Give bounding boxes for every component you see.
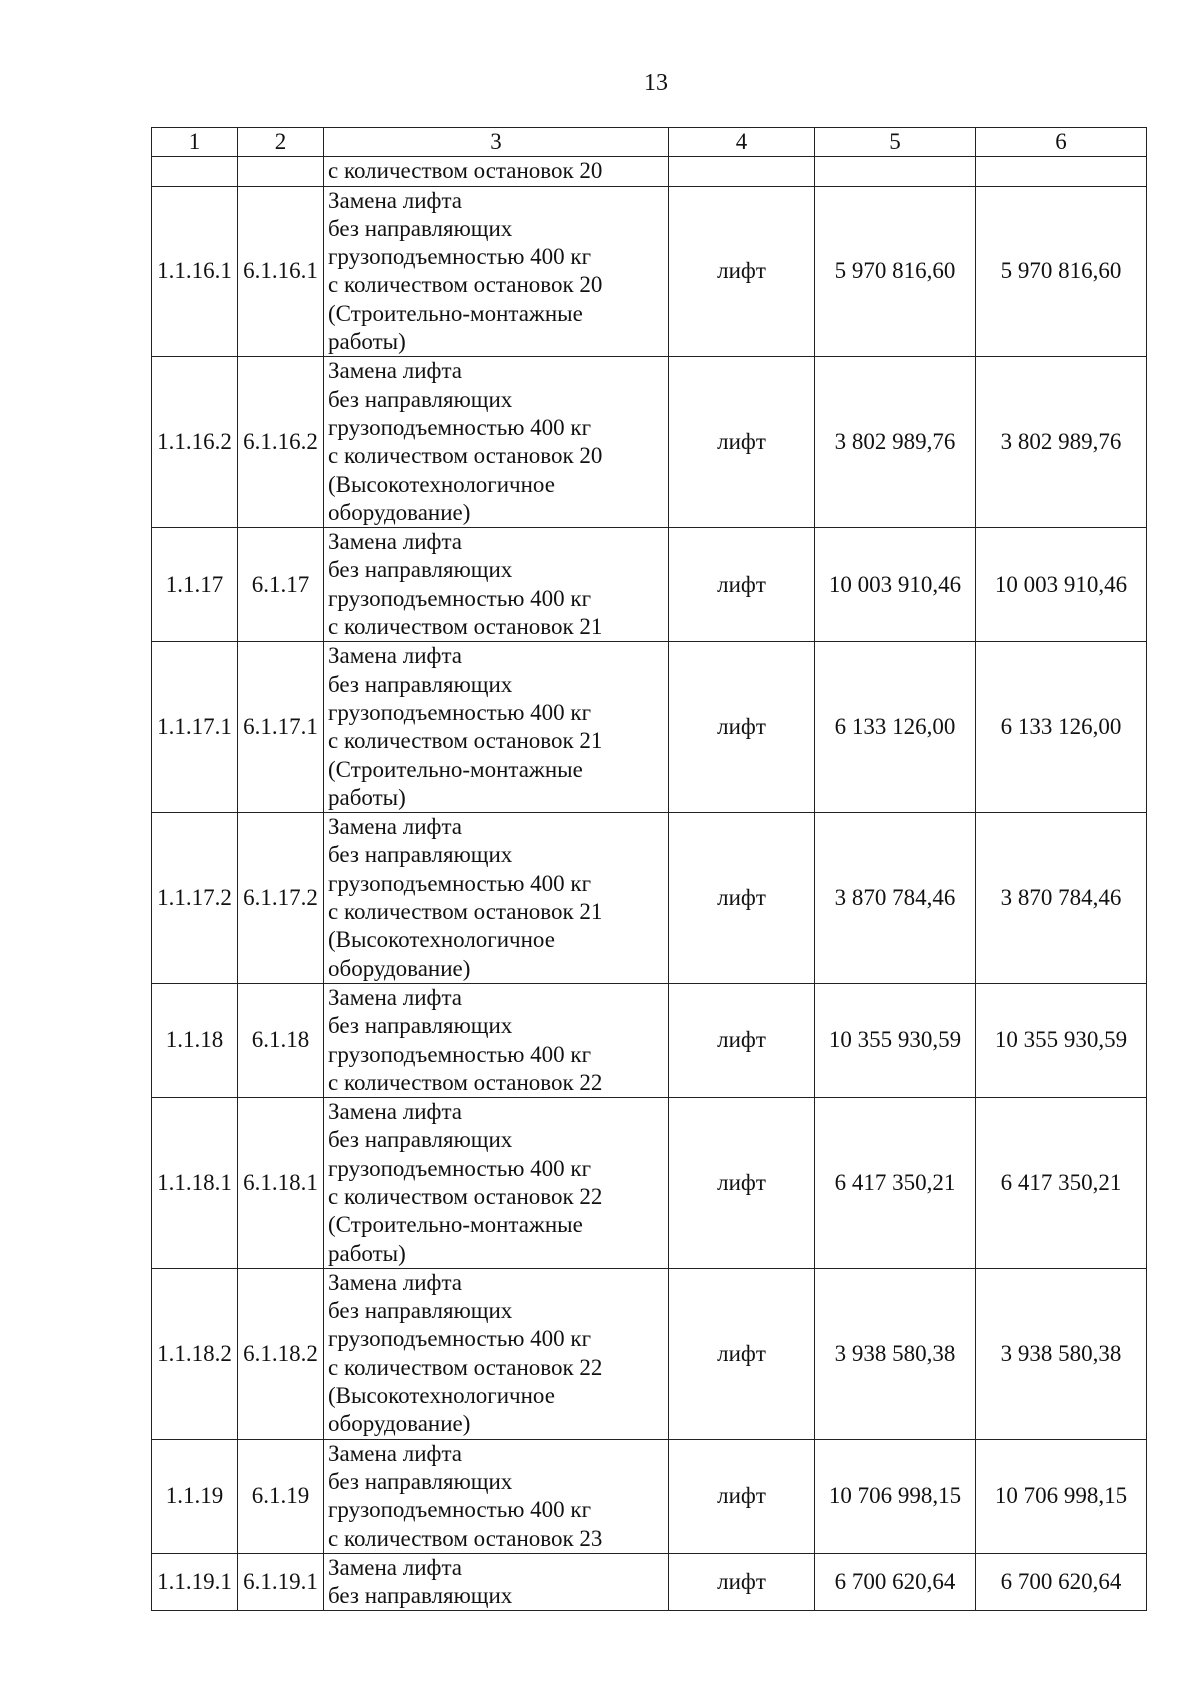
description-line: грузоподъемностью 400 кг (328, 1326, 592, 1352)
unit-cell: лифт (669, 1268, 815, 1439)
code-cell: 6.1.17 (238, 528, 324, 642)
description-line: оборудование) (328, 499, 471, 525)
table-row (152, 528, 1147, 642)
cost-cell: 3 802 989,76 (815, 357, 976, 528)
description-line: с количеством остановок 20 (328, 443, 603, 469)
description-cell: с количеством остановок 20 (324, 157, 669, 186)
cost-cell: 6 417 350,21 (815, 1098, 976, 1269)
total-cost-cell (976, 157, 1147, 186)
description-line: грузоподъемностью 400 кг (328, 870, 592, 896)
total-cost-cell: 6 700 620,64 (976, 1553, 1147, 1611)
description-line: работы) (328, 784, 406, 810)
table-row (152, 186, 1147, 357)
total-cost-cell: 6 133 126,00 (976, 642, 1147, 813)
unit-cell: лифт (669, 1098, 815, 1269)
cost-cell: 10 706 998,15 (815, 1439, 976, 1553)
item-number-cell: 1.1.17 (152, 528, 238, 642)
unit-cell: лифт (669, 528, 815, 642)
total-cost-cell: 3 870 784,46 (976, 813, 1147, 984)
header-cell: 1 (152, 128, 238, 157)
table-row (152, 357, 1147, 528)
description-line: без направляющих (328, 1583, 513, 1609)
header-cell: 5 (815, 128, 976, 157)
description-line: Замена лифта (328, 187, 462, 213)
description-line: грузоподъемностью 400 кг (328, 699, 592, 725)
total-cost-cell: 3 938 580,38 (976, 1268, 1147, 1439)
description-cell (324, 1098, 669, 1269)
header-cell: 4 (669, 128, 815, 157)
code-cell: 6.1.18.2 (238, 1268, 324, 1439)
description-cell (324, 1553, 669, 1611)
header-cell: 2 (238, 128, 324, 157)
item-number-cell: 1.1.18.2 (152, 1268, 238, 1439)
description-line: без направляющих (328, 215, 513, 241)
description-cell (324, 357, 669, 528)
description-line: с количеством остановок 22 (328, 1183, 603, 1209)
description-cell (324, 983, 669, 1097)
description-line: с количеством остановок 23 (328, 1525, 603, 1551)
cost-cell: 6 133 126,00 (815, 642, 976, 813)
code-cell: 6.1.18.1 (238, 1098, 324, 1269)
description-line: с количеством остановок 21 (328, 899, 603, 925)
total-cost-cell: 6 417 350,21 (976, 1098, 1147, 1269)
header-cell: 3 (324, 128, 669, 157)
cost-cell: 3 870 784,46 (815, 813, 976, 984)
header-cell: 6 (976, 128, 1147, 157)
code-cell: 6.1.16.2 (238, 357, 324, 528)
description-line: с количеством остановок 21 (328, 614, 603, 640)
table-row (152, 1268, 1147, 1439)
table-row (152, 813, 1147, 984)
unit-cell: лифт (669, 642, 815, 813)
description-line: Замена лифта (328, 358, 462, 384)
item-number-cell: 1.1.19.1 (152, 1553, 238, 1611)
cost-cell: 3 938 580,38 (815, 1268, 976, 1439)
continuation-row (152, 157, 1147, 186)
cost-cell: 10 003 910,46 (815, 528, 976, 642)
description-line: без направляющих (328, 1468, 513, 1494)
unit-cell: лифт (669, 813, 815, 984)
description-line: работы) (328, 1240, 406, 1266)
description-line: Замена лифта (328, 1269, 462, 1295)
description-cell (324, 1268, 669, 1439)
description-line: с количеством остановок 20 (328, 272, 603, 298)
cost-cell: 5 970 816,60 (815, 186, 976, 357)
code-cell: 6.1.17.1 (238, 642, 324, 813)
code-cell: 6.1.17.2 (238, 813, 324, 984)
description-line: грузоподъемностью 400 кг (328, 1155, 592, 1181)
description-line: без направляющих (328, 1298, 513, 1324)
description-line: без направляющих (328, 842, 513, 868)
description-line: (Высокотехнологичное (328, 1383, 555, 1409)
description-line: Замена лифта (328, 1440, 462, 1466)
description-line: с количеством остановок 22 (328, 1354, 603, 1380)
total-cost-cell: 10 706 998,15 (976, 1439, 1147, 1553)
works-table (151, 127, 1147, 1611)
description-line: грузоподъемностью 400 кг (328, 414, 592, 440)
description-cell (324, 186, 669, 357)
description-line: Замена лифта (328, 814, 462, 840)
unit-cell: лифт (669, 1439, 815, 1553)
description-line: Замена лифта (328, 643, 462, 669)
description-line: (Высокотехнологичное (328, 927, 555, 953)
item-number-cell: 1.1.18.1 (152, 1098, 238, 1269)
unit-cell: лифт (669, 186, 815, 357)
description-line: без направляющих (328, 557, 513, 583)
item-number-cell: 1.1.17.1 (152, 642, 238, 813)
description-line: Замена лифта (328, 1099, 462, 1125)
description-line: без направляющих (328, 671, 513, 697)
description-line: грузоподъемностью 400 кг (328, 1497, 592, 1523)
description-line: грузоподъемностью 400 кг (328, 244, 592, 270)
description-line: Замена лифта (328, 529, 462, 555)
item-number-cell: 1.1.16.2 (152, 357, 238, 528)
description-line: оборудование) (328, 955, 471, 981)
description-line: (Строительно-монтажные (328, 756, 583, 782)
item-number-cell: 1.1.17.2 (152, 813, 238, 984)
table-row (152, 983, 1147, 1097)
description-line: (Строительно-монтажные (328, 1212, 583, 1238)
table-row (152, 642, 1147, 813)
description-line: оборудование) (328, 1411, 471, 1437)
code-cell: 6.1.19.1 (238, 1553, 324, 1611)
table-header-row (152, 128, 1147, 157)
description-line: Замена лифта (328, 984, 462, 1010)
item-number-cell (152, 157, 238, 186)
description-cell (324, 642, 669, 813)
description-line: (Строительно-монтажные (328, 300, 583, 326)
unit-cell: лифт (669, 1553, 815, 1611)
description-cell (324, 813, 669, 984)
description-line: (Высокотехнологичное (328, 471, 555, 497)
code-cell: 6.1.18 (238, 983, 324, 1097)
total-cost-cell: 10 003 910,46 (976, 528, 1147, 642)
code-cell: 6.1.16.1 (238, 186, 324, 357)
description-line: без направляющих (328, 386, 513, 412)
description-line: Замена лифта (328, 1554, 462, 1580)
total-cost-cell: 10 355 930,59 (976, 983, 1147, 1097)
unit-cell: лифт (669, 983, 815, 1097)
description-cell (324, 1439, 669, 1553)
code-cell (238, 157, 324, 186)
page-number: 13 (644, 70, 668, 96)
description-line: грузоподъемностью 400 кг (328, 585, 592, 611)
unit-cell (669, 157, 815, 186)
description-line: с количеством остановок 22 (328, 1069, 603, 1095)
description-line: без направляющих (328, 1013, 513, 1039)
cost-cell: 6 700 620,64 (815, 1553, 976, 1611)
total-cost-cell: 3 802 989,76 (976, 357, 1147, 528)
item-number-cell: 1.1.19 (152, 1439, 238, 1553)
description-line: без направляющих (328, 1127, 513, 1153)
description-line: работы) (328, 329, 406, 355)
table-row (152, 1098, 1147, 1269)
description-cell (324, 528, 669, 642)
table-row (152, 1439, 1147, 1553)
total-cost-cell: 5 970 816,60 (976, 186, 1147, 357)
item-number-cell: 1.1.18 (152, 983, 238, 1097)
table-row (152, 1553, 1147, 1611)
item-number-cell: 1.1.16.1 (152, 186, 238, 357)
description-line: грузоподъемностью 400 кг (328, 1041, 592, 1067)
cost-cell (815, 157, 976, 186)
cost-cell: 10 355 930,59 (815, 983, 976, 1097)
unit-cell: лифт (669, 357, 815, 528)
code-cell: 6.1.19 (238, 1439, 324, 1553)
description-line: с количеством остановок 21 (328, 728, 603, 754)
